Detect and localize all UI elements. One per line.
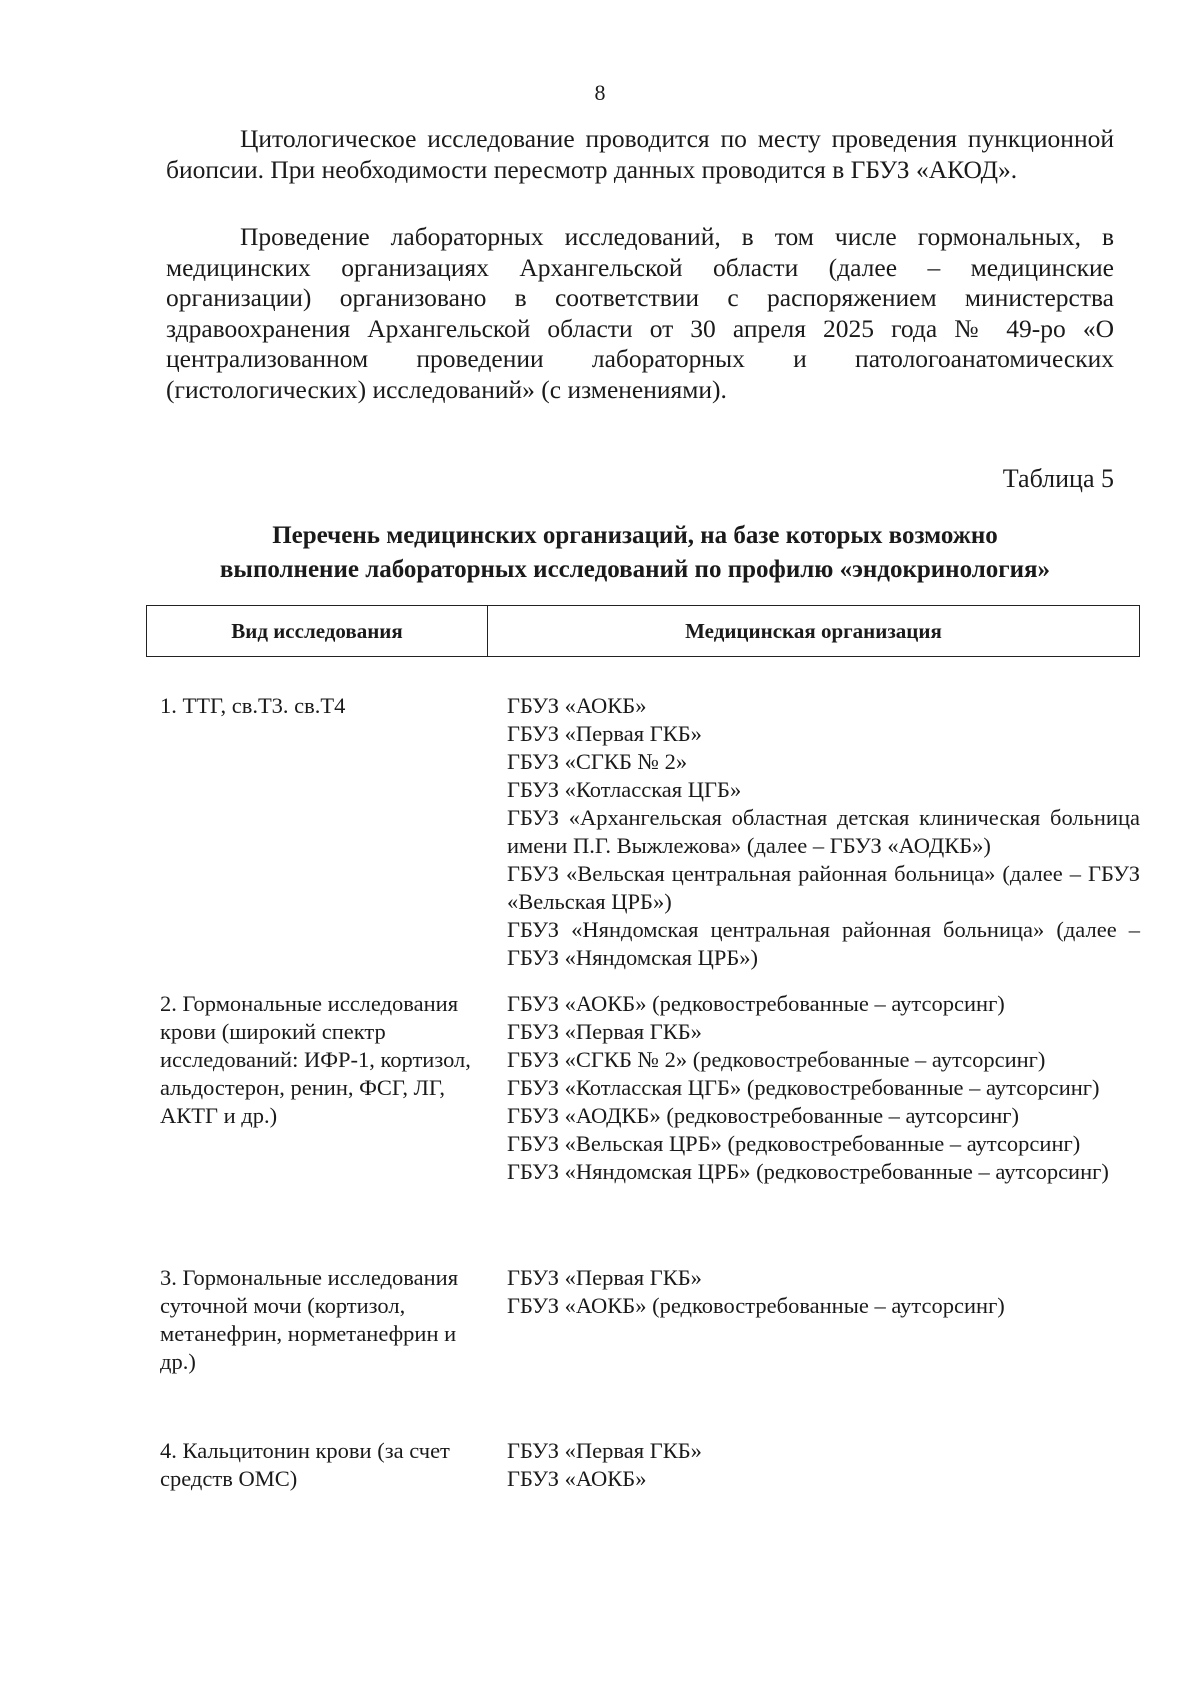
table-title-line1: Перечень медицинских организаций, на базе которых возможно — [272, 522, 998, 549]
org-item: ГБУЗ «Няндомская центральная районная больница» (далее – ГБУЗ «Няндомская ЦРБ») — [507, 917, 1140, 970]
org-item: ГБУЗ «Первая ГКБ» — [507, 721, 702, 746]
org-item: ГБУЗ «АОКБ» (редковостребованные – аутсорсинг) — [507, 991, 1005, 1016]
row-study: 2. Гормональные исследования крови (широкий спектр исследований: ИФР-1, кортизол, альдостерон, ренин, ФСГ, ЛГ, АКТГ и др.) — [160, 991, 471, 1128]
header-study-type: Вид исследования — [146, 606, 488, 656]
row-org-list — [507, 1264, 1140, 1320]
org-item: ГБУЗ «Архангельская областная детская клиническая больница имени П.Г. Выжлежова» (далее – ГБУЗ «АОДКБ») — [507, 805, 1140, 858]
org-item: ГБУЗ «Первая ГКБ» — [507, 1019, 702, 1044]
org-item: ГБУЗ «СГКБ № 2» — [507, 749, 688, 774]
table-header — [146, 605, 1140, 657]
org-item: ГБУЗ «АОКБ» — [507, 693, 647, 718]
page-number: 8 — [594, 80, 606, 105]
org-item: ГБУЗ «АОКБ» — [507, 1466, 647, 1491]
org-item: ГБУЗ «Первая ГКБ» — [507, 1265, 702, 1290]
row-org-list — [507, 990, 1140, 1186]
paragraph-lab-research: Проведение лабораторных исследований, в том числе гормональных, в медицинских организациях Архангельской области (далее – медицинские организации) организовано в соответствии с распоряжением министерства здравоохранения Архангельской области от 30 апреля 2025 года № 49-ро «О централизованном проведении лабораторных и патологоанатомических (гистологических) исследований» (с изменениями). — [166, 222, 1114, 404]
org-item: ГБУЗ «Котласская ЦГБ» (редковостребованные – аутсорсинг) — [507, 1075, 1100, 1100]
row-org-list — [507, 1437, 1140, 1493]
org-item: ГБУЗ «Вельская ЦРБ» (редковостребованные – аутсорсинг) — [507, 1131, 1081, 1156]
paragraph-cytology: Цитологическое исследование проводится по месту проведения пункционной биопсии. При необходимости пересмотр данных проводится в ГБУЗ «АКОД». — [166, 124, 1114, 184]
org-item: ГБУЗ «АОКБ» (редковостребованные – аутсорсинг) — [507, 1293, 1005, 1318]
table-label: Таблица 5 — [1002, 464, 1114, 493]
row-org-list — [507, 692, 1140, 972]
org-item: ГБУЗ «Котласская ЦГБ» — [507, 777, 742, 802]
table-title — [150, 519, 1120, 587]
row-study: 1. ТТГ, св.Т3. св.Т4 — [160, 693, 346, 718]
org-item: ГБУЗ «Первая ГКБ» — [507, 1438, 702, 1463]
org-item: ГБУЗ «АОДКБ» (редковостребованные – аутсорсинг) — [507, 1103, 1020, 1128]
row-study: 3. Гормональные исследования суточной мочи (кортизол, метанефрин, норметанефрин и др.) — [160, 1265, 459, 1374]
table-title-line2: выполнение лабораторных исследований по профилю «эндокринология» — [219, 556, 1051, 583]
org-item: ГБУЗ «Няндомская ЦРБ» (редковостребованные – аутсорсинг) — [507, 1159, 1109, 1184]
org-item: ГБУЗ «Вельская центральная районная больница» (далее – ГБУЗ «Вельская ЦРБ») — [507, 861, 1140, 914]
row-study: 4. Кальцитонин крови (за счет средств ОМС) — [160, 1438, 450, 1491]
org-item: ГБУЗ «СГКБ № 2» (редковостребованные – аутсорсинг) — [507, 1047, 1046, 1072]
header-organization: Медицинская организация — [488, 606, 1140, 656]
